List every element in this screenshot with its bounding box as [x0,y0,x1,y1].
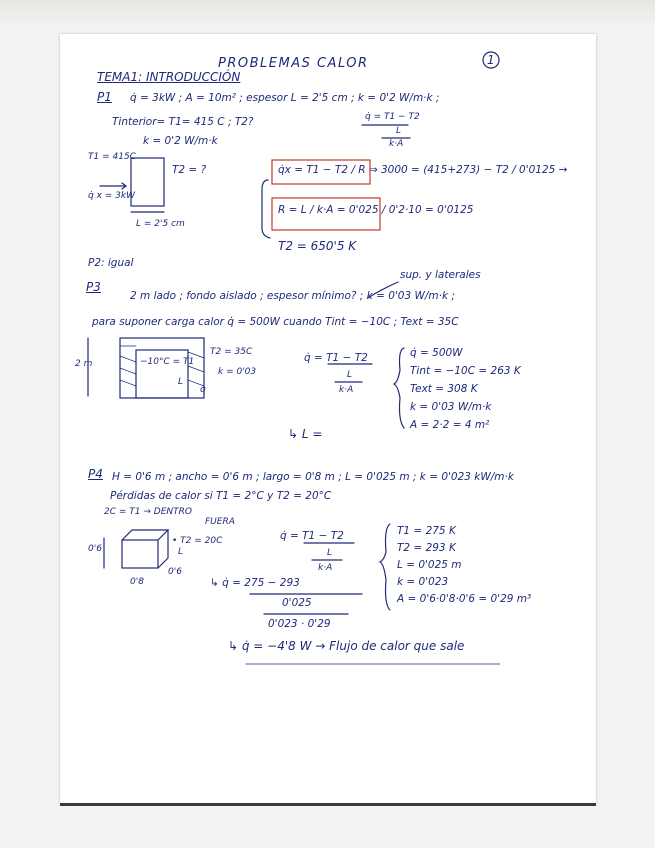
p4-result: ↳ q̇ = −4'8 W → Flujo de calor que sale [228,639,465,653]
p3-formula-den1: L [347,370,353,380]
p4-calc-num: ↳ q̇ = 275 − 293 [210,577,300,589]
p4-data-4: A = 0'6·0'8·0'6 = 0'29 m³ [397,593,532,605]
p3-data-brace [394,348,404,428]
p3-l-label: L [178,377,184,387]
p3-data-4: A = 2·2 = 4 m² [410,419,490,431]
p4-calc-den1: 0'025 [282,597,312,609]
p1-eq1: q̇x = T1 − T2 / R ⇒ 3000 = (415+273) − T2 / 0'0125 → [278,164,568,176]
p3-note: sup. y laterales [400,269,481,281]
p1-q-label: q̇ x = 3kW [88,191,135,201]
p4-calc-den2: 0'023 · 0'29 [268,618,331,630]
p4-outside: FUERA [205,517,235,527]
p3-t2-label: T2 = 35C [210,347,253,357]
p1-bracket [262,180,270,238]
p3-note-arrow [368,282,398,298]
p1-red-box-2 [272,198,380,230]
p3-data-0: q̇ = 500W [410,347,463,359]
p4-data-1: T2 = 293 K [397,542,456,554]
p1-statement: q̇ = 3kW ; A = 10m² ; espesor L = 2'5 cm ; k = 0'2 W/m·k ; [130,92,440,104]
p3-data-3: k = 0'03 W/m·k [410,401,492,413]
p4-label: P4 [88,467,103,481]
p4-cube-front [122,540,158,568]
p3-box-outer [120,338,204,398]
p3-formula-den2: k·A [339,385,354,395]
p1-t1-label: T1 = 415C [88,152,136,162]
p4-formula-num: q̇ = T1 − T2 [280,530,344,542]
p4-data-2: L = 0'025 m [397,559,462,571]
p3-statement2: para suponer carga calor q̇ = 500W cuando Tint = −10C ; Text = 35C [92,316,459,328]
p4-dim-l: L [178,547,184,557]
p1-label: P1 [97,90,112,104]
tema-heading: TEMA1: INTRODUCCIÓN [97,70,241,84]
p4-dim-h: 0'6 [88,544,102,554]
page-number-circle [483,52,499,68]
p1-formula-den2: k·A [389,139,404,149]
page-title: PROBLEMAS CALOR [218,56,369,71]
p4-dim-d: 0'6 [168,567,182,577]
p4-data-brace [380,524,390,610]
p4-dim-w: 0'8 [130,577,144,587]
p3-q-label: q̇ [200,385,206,395]
p3-inside-label: −10°C = T1 [140,357,195,367]
p1-k-label: k = 0'2 W/m·k [143,135,218,147]
p4-inside: 2C = T1 → DENTRO [104,507,192,517]
p1-formula-den1: L [396,126,402,136]
p1-eq2: R = L / k·A = 0'025 / 0'2·10 = 0'0125 [278,204,474,216]
p3-result: ↳ L = [288,427,323,441]
p1-l-label: L = 2'5 cm [136,219,185,229]
p3-statement: 2 m lado ; fondo aislado ; espesor mínimo? ; k = 0'03 W/m·k ; [130,290,455,302]
p4-data-0: T1 = 275 K [397,525,456,537]
p4-statement2: Pérdidas de calor si T1 = 2°C y T2 = 20°C [110,490,332,502]
p4-t2-label: • T2 = 20C [172,536,223,546]
p3-label: P3 [86,280,101,294]
p3-data-2: Text = 308 K [410,383,478,395]
p4-statement: H = 0'6 m ; ancho = 0'6 m ; largo = 0'8 m ; L = 0'025 m ; k = 0'023 kW/m·k [112,471,514,483]
p3-box-inner [136,350,188,398]
p3-k-label: k = 0'03 [218,367,257,377]
p2-line: P2: igual [88,257,134,269]
p1-result: T2 = 650'5 K [278,239,357,253]
p4-formula-den1: L [327,548,333,558]
p1-wall-diagram [131,158,164,206]
p3-dim-2m: 2 m [75,359,93,369]
p1-red-box-1 [272,160,370,184]
p4-formula-den2: k·A [318,563,333,573]
page-number: 1 [487,53,495,67]
p1-formula-top: q̇ = T1 − T2 [365,112,420,122]
p3-data-1: Tint = −10C = 263 K [410,365,521,377]
p1-question: Tinterior= T1= 415 C ; T2? [112,116,254,128]
p1-t2-label: T2 = ? [172,164,207,176]
p3-formula-num: q̇ = T1 − T2 [304,352,368,364]
p4-data-3: k = 0'023 [397,576,449,588]
